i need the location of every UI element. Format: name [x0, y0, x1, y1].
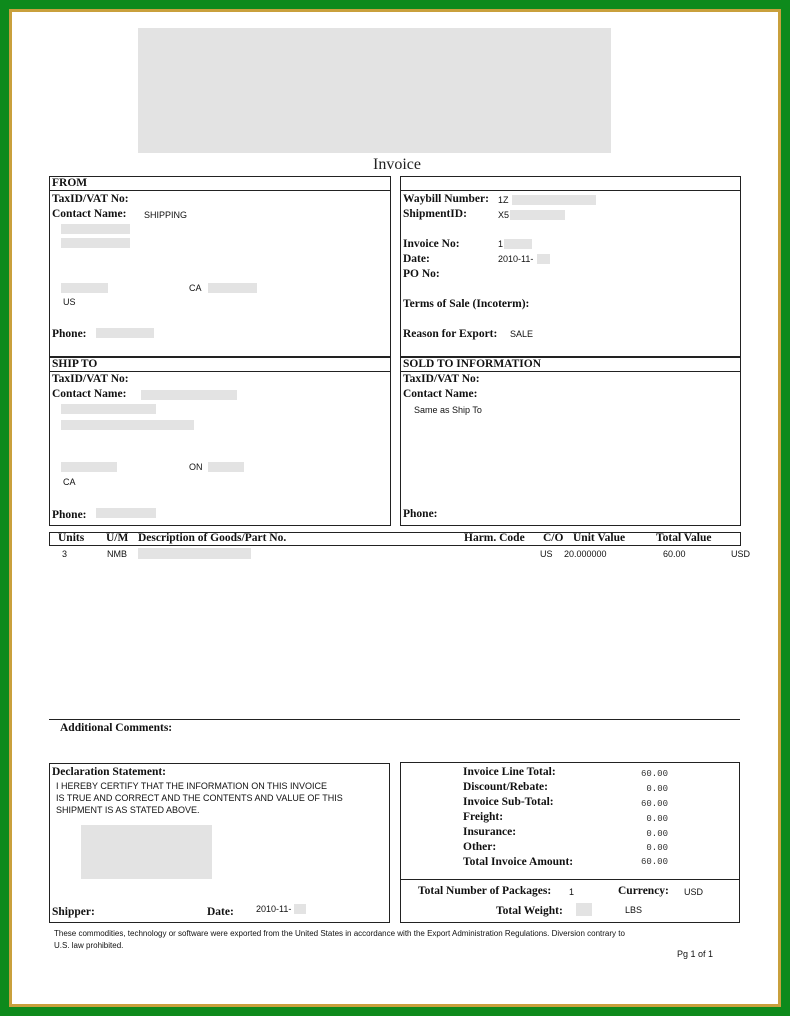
from-state: CA [189, 283, 202, 293]
export-notice-line-1: These commodities, technology or software were exported from the United States in accordance with the Export Administration Regulations. Diversion contrary to [54, 929, 625, 938]
ship-to-heading-rule [49, 371, 391, 372]
redacted-declaration-day [294, 904, 306, 914]
other-label: Other: [463, 841, 497, 853]
discount-value: 0.00 [646, 784, 668, 794]
other-value: 0.00 [646, 843, 668, 853]
redacted-letterhead [138, 28, 611, 153]
total-invoice-amount-label: Total Invoice Amount: [463, 856, 574, 868]
redacted-ship-to-city [61, 462, 117, 472]
sold-to-heading-rule [400, 371, 741, 372]
date-value: 2010-11- [498, 254, 534, 264]
from-contact-value: SHIPPING [144, 210, 188, 220]
export-notice-line-2: U.S. law prohibited. [54, 941, 124, 950]
shipmentid-value: X5 [498, 210, 510, 220]
declaration-line-3: SHIPMENT IS AS STATED ABOVE. [56, 805, 200, 815]
sold-to-phone-label: Phone: [403, 508, 438, 520]
page-number: Pg 1 of 1 [677, 949, 714, 959]
declaration-date-value: 2010-11- [256, 904, 292, 914]
weight-label: Total Weight: [496, 905, 563, 917]
weight-unit: LBS [625, 905, 643, 915]
redacted-goods-description [138, 548, 251, 559]
reason-label: Reason for Export: [403, 328, 498, 340]
from-heading-rule [49, 190, 391, 191]
goods-header-unit-value: Unit Value [573, 532, 626, 544]
additional-comments-label: Additional Comments: [60, 722, 173, 734]
redacted-from-address1 [61, 224, 130, 234]
totals-section [400, 762, 740, 923]
redacted-from-city [61, 283, 108, 293]
redacted-signature [81, 825, 212, 879]
packages-value: 1 [569, 887, 575, 897]
terms-label: Terms of Sale (Incoterm): [403, 298, 530, 310]
redacted-waybill [512, 195, 596, 205]
from-country: US [63, 297, 76, 307]
reason-value: SALE [510, 329, 534, 339]
invoice-no-label: Invoice No: [403, 238, 460, 250]
comments-rule [49, 719, 740, 720]
declaration-line-2: IS TRUE AND CORRECT AND THE CONTENTS AND VALUE OF THIS [56, 793, 343, 803]
discount-label: Discount/Rebate: [463, 781, 548, 793]
date-label: Date: [403, 253, 430, 265]
sold-to-contact-value: Same as Ship To [414, 405, 482, 415]
goods-header-units: Units [58, 532, 85, 544]
ship-to-province: ON [189, 462, 203, 472]
goods-row-units: 3 [62, 549, 68, 559]
from-taxid-label: TaxID/VAT No: [52, 193, 129, 205]
insurance-label: Insurance: [463, 826, 517, 838]
totals-divider [400, 879, 740, 880]
ship-to-country: CA [63, 477, 76, 487]
shipmentid-label: ShipmentID: [403, 208, 467, 220]
redacted-date-day [537, 254, 550, 264]
declaration-line-1: I HEREBY CERTIFY THAT THE INFORMATION ON THIS INVOICE [56, 781, 328, 791]
subtotal-label: Invoice Sub-Total: [463, 796, 554, 808]
insurance-value: 0.00 [646, 829, 668, 839]
subtotal-value: 60.00 [640, 799, 668, 809]
page-title: Invoice [373, 156, 421, 173]
goods-row-currency: USD [731, 549, 751, 559]
packages-label: Total Number of Packages: [418, 885, 552, 897]
from-heading: FROM [52, 177, 88, 189]
declaration-heading: Declaration Statement: [52, 766, 167, 778]
currency-value: USD [684, 887, 704, 897]
redacted-ship-to-phone [96, 508, 156, 518]
total-invoice-amount-value: 60.00 [640, 857, 668, 867]
ship-to-phone-label: Phone: [52, 509, 87, 521]
po-label: PO No: [403, 268, 440, 280]
redacted-from-address2 [61, 238, 130, 248]
ship-to-contact-label: Contact Name: [52, 388, 127, 400]
redacted-shipmentid [510, 210, 565, 220]
line-total-value: 60.00 [640, 769, 668, 779]
redacted-from-postal [208, 283, 257, 293]
shipment-heading-rule [400, 190, 741, 191]
redacted-weight [576, 903, 592, 916]
shipper-label: Shipper: [52, 906, 95, 918]
sold-to-heading: SOLD TO INFORMATION [403, 358, 542, 370]
redacted-ship-to-address1 [61, 404, 156, 414]
goods-header-total-value: Total Value [656, 532, 712, 544]
freight-label: Freight: [463, 811, 504, 823]
waybill-label: Waybill Number: [403, 193, 489, 205]
ship-to-taxid-label: TaxID/VAT No: [52, 373, 129, 385]
redacted-ship-to-contact [141, 390, 237, 400]
currency-label: Currency: [618, 885, 669, 897]
line-total-label: Invoice Line Total: [463, 766, 556, 778]
goods-row-co: US [540, 549, 553, 559]
redacted-ship-to-address2 [61, 420, 194, 430]
goods-row-unit-value: 20.000000 [564, 549, 607, 559]
sold-to-contact-label: Contact Name: [403, 388, 478, 400]
goods-row-um: NMB [107, 549, 127, 559]
redacted-from-phone [96, 328, 154, 338]
redacted-ship-to-postal [208, 462, 244, 472]
redacted-invoice-no [504, 239, 532, 249]
freight-value: 0.00 [646, 814, 668, 824]
goods-header-description: Description of Goods/Part No. [138, 532, 287, 544]
from-contact-label: Contact Name: [52, 208, 127, 220]
declaration-date-label: Date: [207, 906, 234, 918]
goods-header-harm-code: Harm. Code [464, 532, 525, 544]
goods-header-co: C/O [543, 532, 564, 544]
from-phone-label: Phone: [52, 328, 87, 340]
goods-row-total-value: 60.00 [663, 549, 686, 559]
waybill-value: 1Z [498, 195, 509, 205]
invoice-no-value: 1 [498, 239, 504, 249]
ship-to-heading: SHIP TO [52, 358, 98, 370]
sold-to-taxid-label: TaxID/VAT No: [403, 373, 480, 385]
goods-header-um: U/M [106, 532, 129, 544]
